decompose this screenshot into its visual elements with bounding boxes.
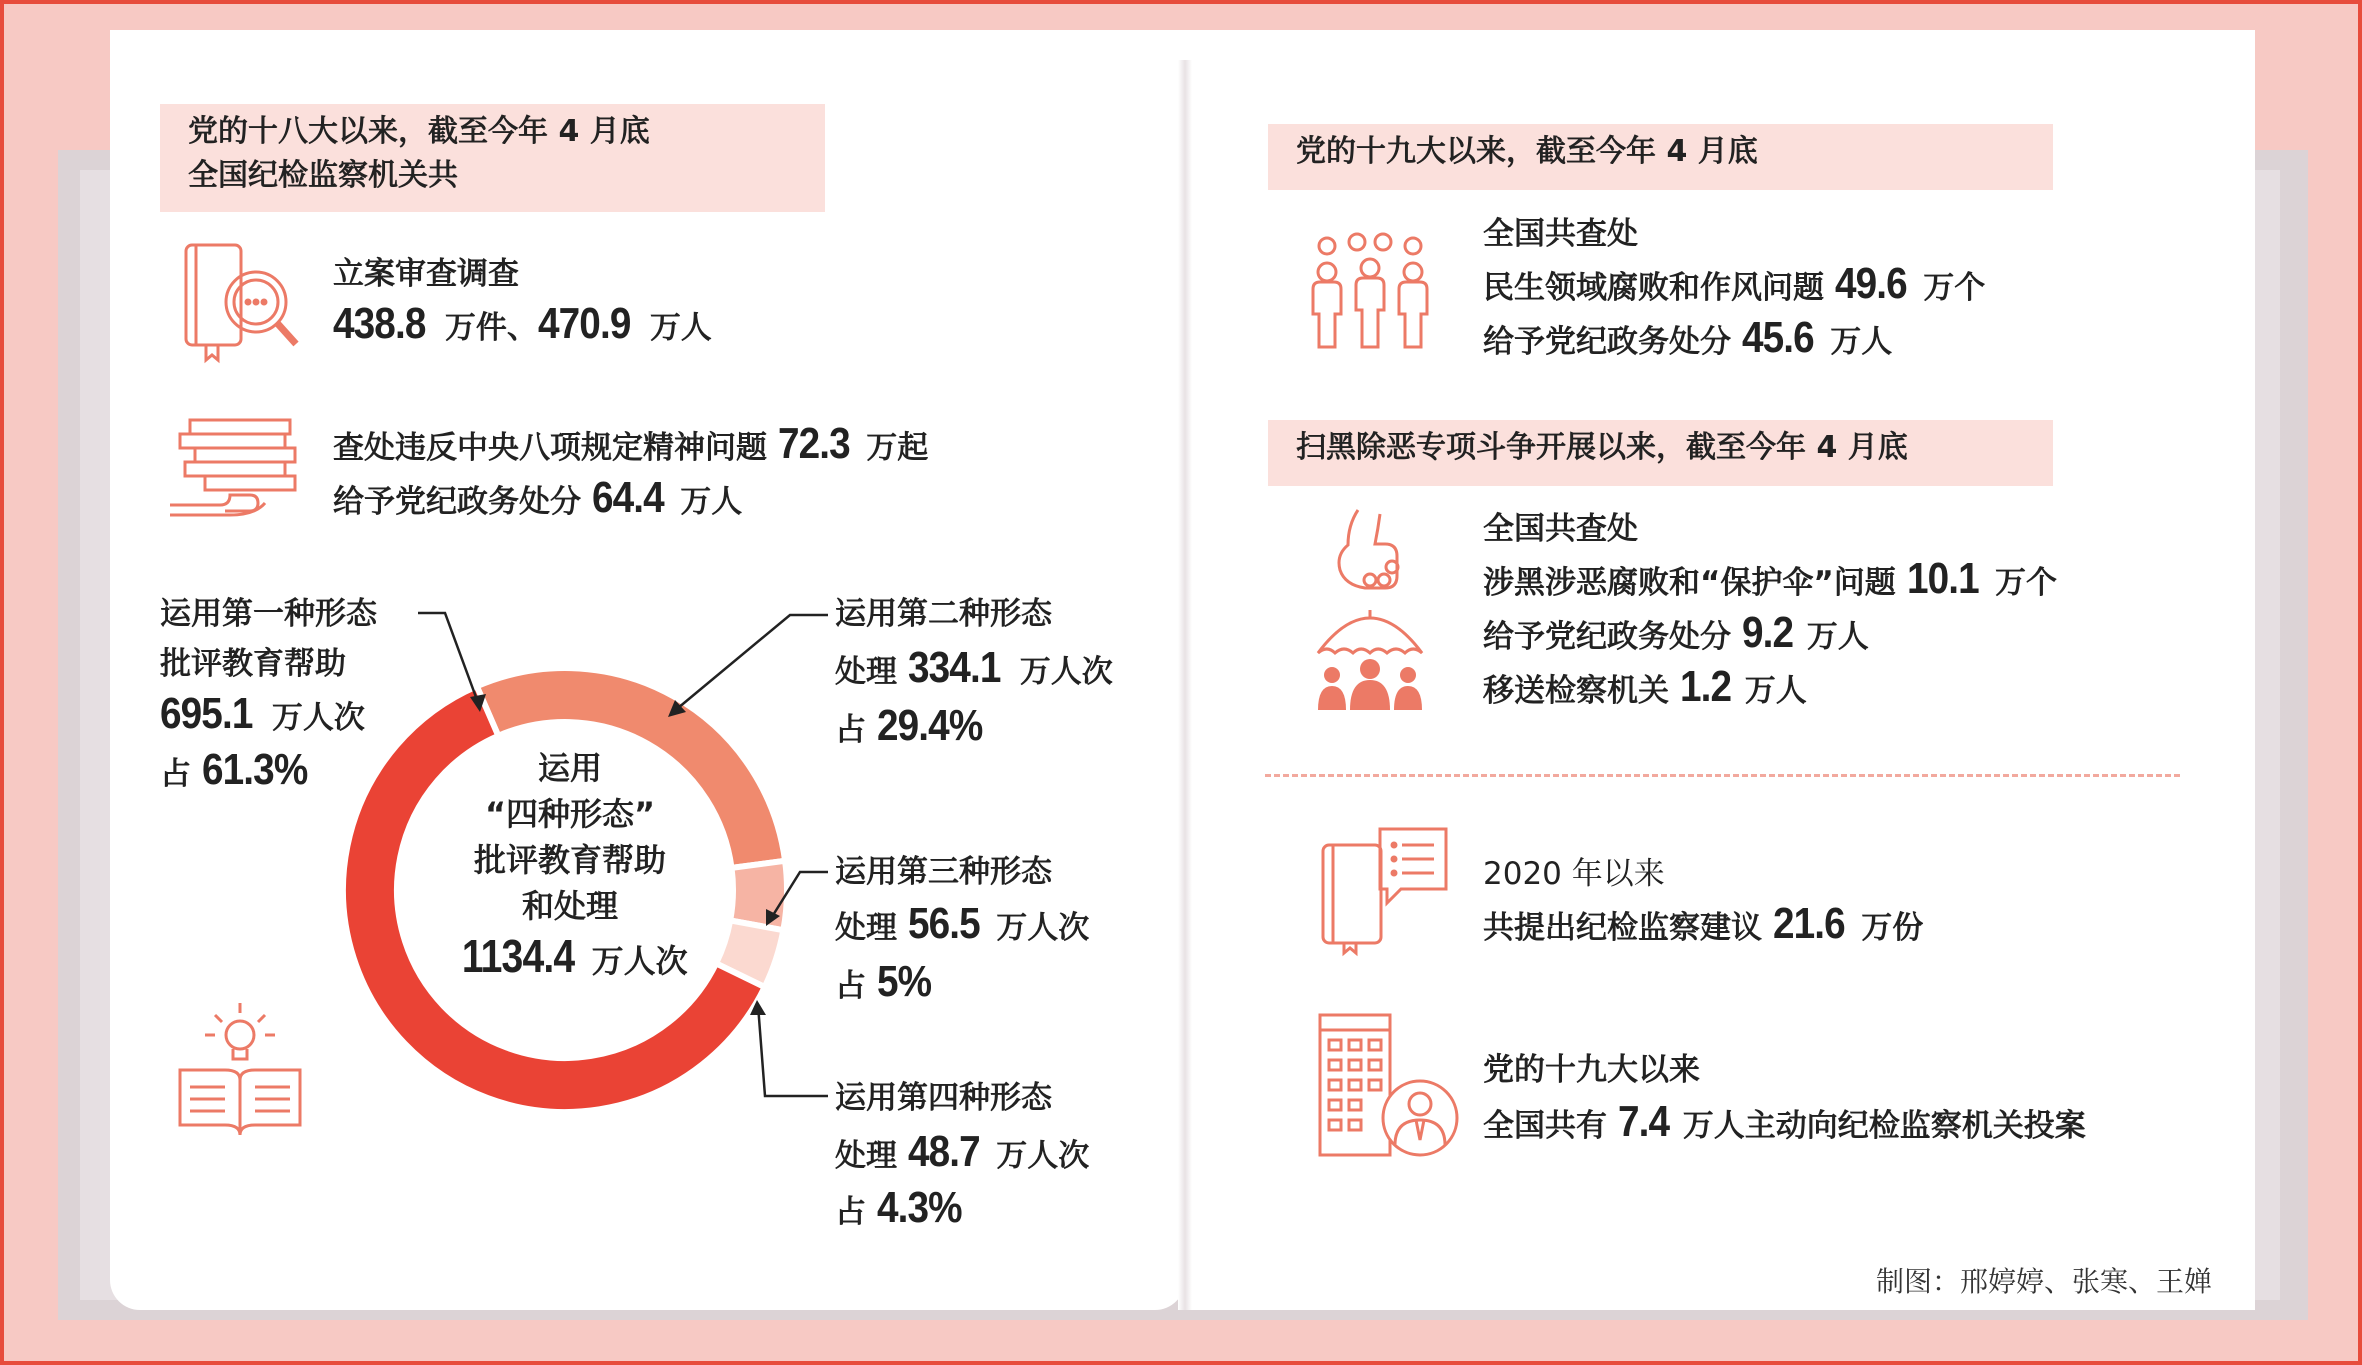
form2-pct-line [835,700,993,756]
form3-pct-line [835,956,934,1012]
form3-pre: 处理 [835,910,897,946]
form3-value-line [835,898,1089,954]
block1-value3: 45.6 [1741,313,1814,362]
item1-value1: 438.8 [333,299,426,348]
form4-value-line [835,1126,1089,1182]
block3-value2: 21.6 [1772,899,1845,948]
left-header-line2: 全国纪检监察机关共 [188,158,458,193]
block1-pre2: 民生领域腐败和作风问题 [1483,270,1824,306]
form1-pct-pre: 占 [160,756,191,792]
right-header-2: 扫黑除恶专项斗争开展以来，截至今年 4 月底 [1268,420,2053,486]
form2-unit: 万人次 [1019,654,1113,690]
block1-line3 [1483,312,1892,368]
block2-line3 [1483,607,1869,663]
form4-unit: 万人次 [996,1138,1090,1174]
right-header-1: 党的十九大以来，截至今年 4 月底 [1268,124,2053,190]
form3-pct-pre: 占 [835,968,866,1004]
block2-value4: 1.2 [1679,662,1731,711]
item1-unit2: 万人 [649,310,712,346]
block1-line1: 全国共查处 [1483,216,1638,252]
book-lightbulb-icon [175,995,305,1140]
center-line2: “四种形态” [484,795,656,833]
block3-line2 [1483,898,1923,954]
item1-label: 立案审查调查 [333,256,519,292]
form2-pct-pre: 占 [835,712,866,748]
block2-pre3: 给予党纪政务处分 [1483,619,1731,655]
block3-unit2: 万份 [1861,910,1924,946]
block2-unit3: 万人 [1806,619,1869,655]
form2-pre: 处理 [835,654,897,690]
donut-center-label [380,745,760,988]
form4-pct-line [835,1182,969,1238]
form1-title: 运用第一种形态 [160,596,377,632]
form1-pct-line [160,744,318,800]
form1-unit: 万人次 [271,700,365,736]
item2-unit1: 万起 [866,430,929,466]
block2-pre4: 移送检察机关 [1483,673,1669,709]
block2-unit4: 万人 [1744,673,1807,709]
center-line1: 运用 [537,749,602,787]
block2-pre2: 涉黑涉恶腐败和“保护伞”问题 [1483,565,1896,601]
form2-value-line [835,642,1113,698]
credit-line: 制图：邢婷婷、张寒、王婵 [1875,1265,2212,1298]
block2-line4 [1483,661,1807,717]
dashed-divider [1265,774,2180,777]
center-total [380,929,760,988]
item2-pre2: 给予党纪政务处分 [333,484,581,520]
form4-value: 48.7 [907,1127,980,1176]
block1-unit3: 万人 [1830,324,1893,360]
block1-unit2: 万个 [1923,270,1986,306]
item2-value1: 72.3 [777,419,850,468]
form3-title: 运用第三种形态 [835,854,1052,890]
block2-unit2: 万个 [1994,565,2057,601]
block1-pre3: 给予党纪政务处分 [1483,324,1731,360]
block2-value3: 9.2 [1741,608,1793,657]
item1-value2: 470.9 [537,299,631,348]
block3-pre2: 共提出纪检监察建议 [1483,910,1762,946]
item1-unit1: 万件、 [444,310,538,346]
center-unit: 万人次 [591,942,688,980]
center-value: 1134.4 [462,930,575,982]
item2-unit2: 万人 [680,484,743,520]
block1-value2: 49.6 [1834,259,1907,308]
form2-title: 运用第二种形态 [835,596,1052,632]
block2-value2: 10.1 [1906,554,1979,603]
block2-line1: 全国共查处 [1483,511,1638,547]
form4-title: 运用第四种形态 [835,1080,1052,1116]
form1-line2: 批评教育帮助 [160,646,346,682]
form3-value: 56.5 [907,899,980,948]
book-speech-bubble-icon [1318,825,1453,955]
form1-value: 695.1 [160,689,253,738]
block3-line1: 2020 年以来 [1483,856,1665,892]
block4-unit2: 万人主动向纪检监察机关投案 [1682,1108,2086,1144]
block4-value2: 7.4 [1617,1097,1669,1146]
umbrella-people-icon [1310,605,1430,715]
building-person-icon [1315,1010,1465,1160]
people-group-icon [1305,232,1435,352]
fist-icon [1330,505,1410,595]
form3-unit: 万人次 [996,910,1090,946]
form3-pct: 5% [876,957,931,1006]
center-line4: 和处理 [521,887,618,925]
block4-line1: 党的十九大以来 [1483,1052,1700,1088]
form1-pct: 61.3% [201,745,308,794]
form4-pct: 4.3% [876,1183,962,1232]
block4-pre2: 全国共有 [1483,1108,1607,1144]
item2-value2: 64.4 [591,473,664,522]
center-line3: 批评教育帮助 [473,841,666,879]
form1-value-line [160,688,365,744]
block1-line2 [1483,258,1985,314]
item2-pre1: 查处违反中央八项规定精神问题 [333,430,767,466]
left-header-line1: 党的十八大以来，截至今年 4 月底 [188,114,650,149]
form2-pct: 29.4% [876,701,983,750]
block4-line2 [1483,1096,2086,1152]
form2-value: 334.1 [907,643,1001,692]
block2-line2 [1483,553,2057,609]
form4-pre: 处理 [835,1138,897,1174]
form4-pct-pre: 占 [835,1194,866,1230]
